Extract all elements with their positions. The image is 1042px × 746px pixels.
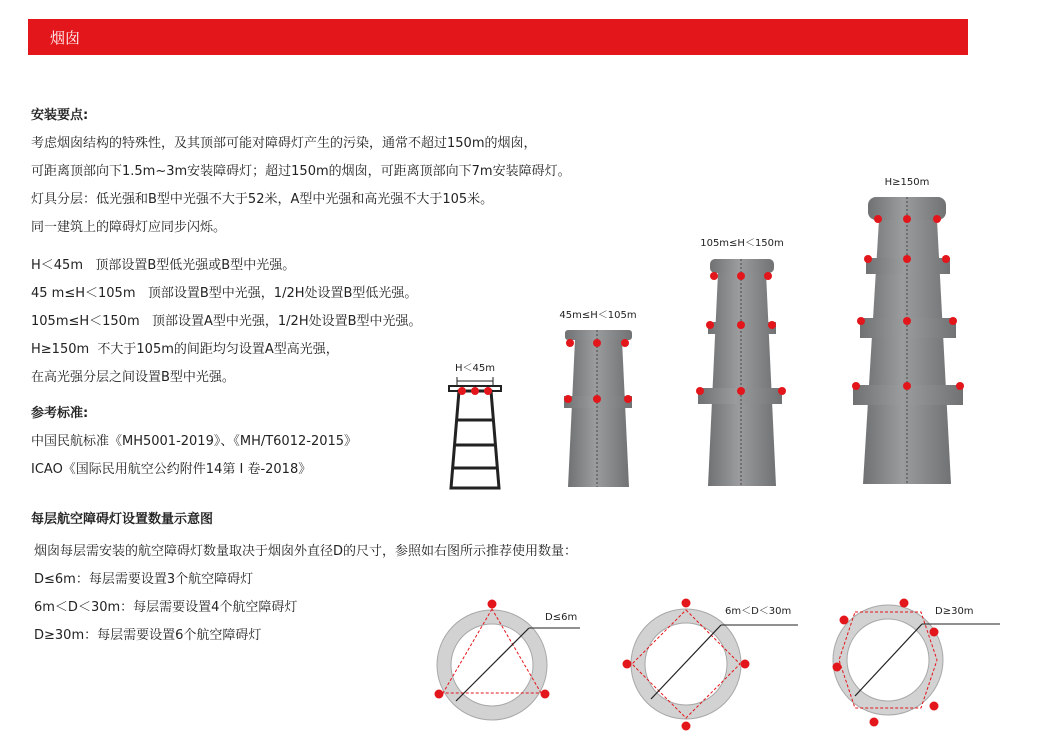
obstruction-light	[903, 215, 911, 223]
obstruction-light	[541, 690, 550, 699]
page-title: 烟囱	[50, 29, 81, 47]
obstruction-light	[741, 660, 750, 669]
circle-diagram-4-lights	[623, 599, 799, 731]
obstruction-light	[764, 272, 772, 280]
install-line: 考虑烟囱结构的特殊性，及其顶部可能对障碍灯产生的污染，通常不超过150m的烟囱，	[31, 136, 537, 151]
circle-label: D≤6m	[545, 612, 578, 623]
reference-heading: 参考标准:	[31, 406, 89, 421]
obstruction-light	[870, 718, 879, 727]
obstruction-light	[852, 382, 860, 390]
obstruction-light	[737, 272, 745, 280]
obstruction-light	[706, 321, 714, 329]
obstruction-light	[682, 599, 691, 608]
quantity-heading: 每层航空障碍灯设置数量示意图	[31, 512, 214, 527]
obstruction-light	[484, 387, 492, 395]
obstruction-light	[956, 382, 964, 390]
obstruction-light	[933, 215, 941, 223]
circle-diagram-6-lights	[833, 599, 1001, 727]
obstruction-light	[593, 395, 601, 403]
chimney-small	[449, 363, 501, 488]
obstruction-light	[696, 387, 704, 395]
chimney-label: H＜45m	[455, 363, 495, 374]
obstruction-light	[903, 382, 911, 390]
chimney-medium	[559, 310, 636, 487]
obstruction-light	[488, 600, 497, 609]
reference-line: 中国民航标准《MH5001-2019》、《MH/T6012-2015》	[31, 434, 358, 449]
chimney-label: 45m≤H＜105m	[559, 310, 637, 321]
obstruction-light	[737, 387, 745, 395]
obstruction-light	[621, 339, 629, 347]
obstruction-light	[768, 321, 776, 329]
obstruction-light	[903, 255, 911, 263]
quantity-line: D≥30m：每层需要设置6个航空障碍灯	[34, 628, 262, 643]
obstruction-light	[737, 321, 745, 329]
obstruction-light	[900, 599, 909, 608]
obstruction-light	[624, 395, 632, 403]
quantity-line: 6m＜D＜30m：每层需要设置4个航空障碍灯	[34, 600, 298, 615]
obstruction-light	[942, 255, 950, 263]
obstruction-light	[864, 255, 872, 263]
quantity-intro: 烟囱每层需安装的航空障碍灯数量取决于烟囱外直径D的尺寸，参照如右图所示推荐使用数量：	[34, 544, 578, 559]
obstruction-light	[778, 387, 786, 395]
obstruction-light	[682, 722, 691, 731]
install-line: 可距离顶部向下1.5m~3m安装障碍灯；超过150m的烟囱，可距离顶部向下7m安装障碍灯。	[31, 164, 571, 179]
obstruction-light	[833, 663, 842, 672]
circle-label: 6m＜D＜30m	[725, 606, 792, 617]
obstruction-light	[903, 317, 911, 325]
quantity-line: D≤6m：每层需要设置3个航空障碍灯	[34, 572, 254, 587]
obstruction-light	[710, 272, 718, 280]
rule-line: 105m≤H＜150m 顶部设置A型中光强，1/2H处设置B型中光强。	[31, 314, 422, 329]
chimney-very-tall	[852, 177, 964, 484]
reference-line: ICAO《国际民用航空公约附件14第 Ⅰ 卷-2018》	[31, 462, 312, 477]
install-heading: 安装要点:	[31, 108, 89, 123]
obstruction-light	[857, 317, 865, 325]
chimney-tall	[696, 238, 786, 486]
install-line: 灯具分层：低光强和B型中光强不大于52米，A型中光强和高光强不大于105米。	[31, 192, 494, 207]
rule-line: H＜45m 顶部设置B型低光强或B型中光强。	[31, 258, 296, 273]
obstruction-light	[435, 690, 444, 699]
obstruction-light	[566, 339, 574, 347]
chimney-label: H≥150m	[884, 177, 930, 188]
chimney-label: 105m≤H＜150m	[700, 238, 784, 249]
obstruction-light	[874, 215, 882, 223]
obstruction-light	[458, 387, 466, 395]
obstruction-light	[564, 395, 572, 403]
circle-diagram-3-lights	[435, 600, 581, 721]
obstruction-light	[623, 660, 632, 669]
rule-line: H≥150m 不大于105m的间距均匀设置A型高光强，	[31, 342, 339, 357]
install-line: 同一建筑上的障碍灯应同步闪烁。	[31, 220, 227, 235]
obstruction-light	[930, 628, 939, 637]
circle-label: D≥30m	[935, 606, 974, 617]
obstruction-light	[593, 339, 601, 347]
obstruction-light	[949, 317, 957, 325]
rule-line: 45 m≤H＜105m 顶部设置B型中光强，1/2H处设置B型低光强。	[31, 286, 418, 301]
obstruction-light	[930, 702, 939, 711]
obstruction-light	[840, 616, 849, 625]
rule-line: 在高光强分层之间设置B型中光强。	[31, 370, 235, 385]
obstruction-light	[471, 387, 479, 395]
